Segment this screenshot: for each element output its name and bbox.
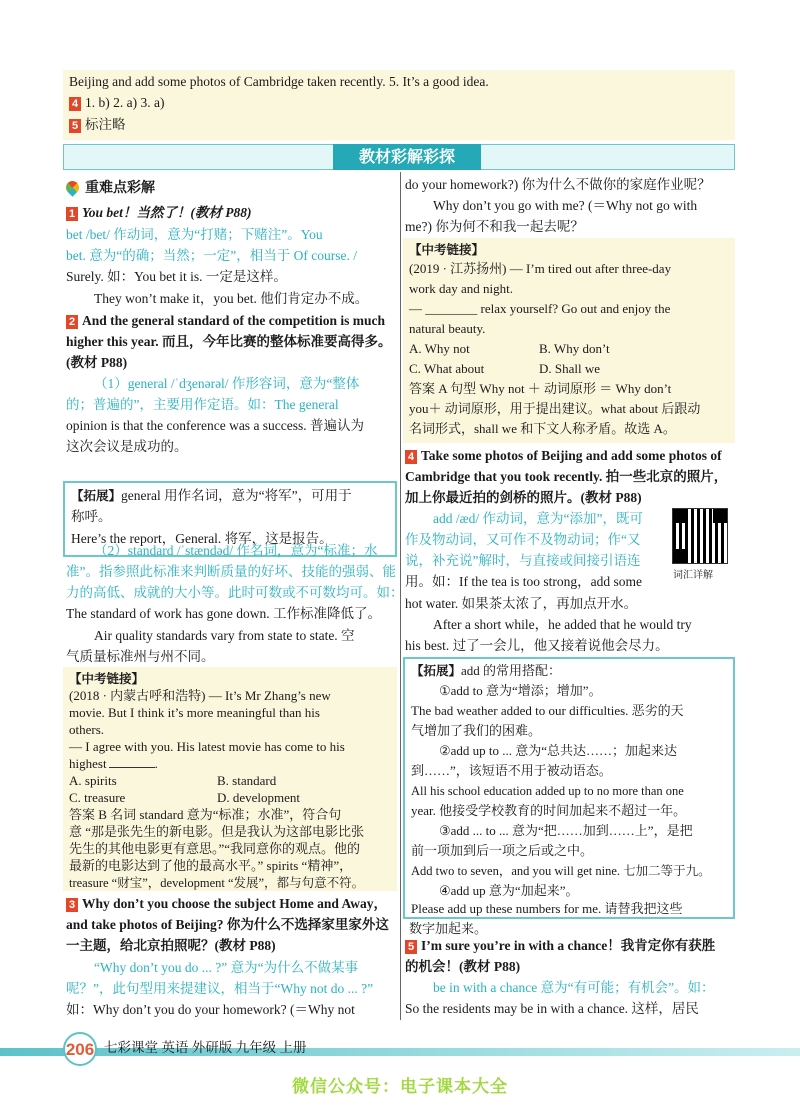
number-badge: 4	[69, 97, 81, 111]
text-line: higher this year. 而且，今年比赛的整体标准要高得多。	[66, 334, 392, 349]
text-line: Why don’t you go with me? (＝Why not go with	[433, 198, 698, 213]
section-title-text: I’m sure you’re in with a chance！我肯定你有获胜	[421, 938, 716, 953]
exam-line: others.	[69, 722, 105, 737]
qr-code-icon[interactable]	[672, 508, 728, 564]
exam-link-tag: 【中考链接】	[69, 671, 145, 686]
option-d: D. Shall we	[539, 361, 601, 376]
exam-line: (2018 · 内蒙古呼和浩特) — It’s Mr Zhang’s new	[69, 688, 331, 703]
ext-line: ①add to 意为“增添；增加”。	[439, 683, 602, 698]
number-badge: 4	[405, 450, 417, 464]
answer-line: 答案 A 句型 Why not ＋ 动词原形 ＝ Why don’t	[409, 381, 672, 396]
section-title-text: Take some photos of Beijing and add some photos of	[421, 448, 722, 463]
section-5-title	[405, 936, 715, 956]
text-line: 一主题，给北京拍照呢？(教材 P88)	[66, 938, 276, 953]
text-line: So the residents may be in with a chance. 这样，居民	[405, 1001, 699, 1016]
ext-line: year. 他接受学校教育的时间加起来不超过一年。	[411, 803, 687, 818]
ext-line: 前一项加到后一项之后或之中。	[411, 843, 594, 858]
answer-line: 先生的其他电影更有意思。”“我同意你的观点。他的	[69, 841, 361, 856]
answer-line: 意 “那是张先生的新电影。但是我认为这部电影比张	[69, 824, 365, 839]
ext-tag: 【拓展】	[411, 663, 462, 678]
text-line: 用。如：If the tea is too strong，add some	[405, 574, 642, 589]
text-line: Air quality standards vary from state to state. 空	[94, 628, 355, 643]
answer-line: you＋ 动词原形，用于提出建议。what about 后跟动	[409, 401, 701, 416]
text-line: （2）standard /ˈstændəd/ 作名词，意为“标准；水	[94, 543, 378, 558]
text-line: do your homework?) 你为什么不做你的家庭作业呢？	[405, 177, 711, 192]
text-line: 作及物动词，又可作不及物动词；作“又	[405, 532, 641, 547]
section-title-text: Why don’t you choose the subject Home and Away，	[82, 896, 388, 911]
section-4-title	[405, 446, 722, 466]
text-line: me?) 你为何不和我一起去呢？	[405, 219, 584, 234]
number-badge: 3	[66, 898, 78, 912]
text-line: hot water. 如果茶太浓了，再加点开水。	[405, 596, 638, 611]
ext-line: 到……”，该短语不用于被动语态。	[411, 763, 612, 778]
exam-text: highest	[69, 756, 107, 771]
exam-line: (2019 · 江苏扬州) — I’m tired out after three-day	[409, 261, 672, 276]
ext-line: 数字加起来。	[409, 921, 488, 936]
answer-band	[63, 70, 735, 140]
text-line: 的；普遍的”，主要用作定语。如：The general	[66, 397, 339, 412]
exam-line: highest .	[69, 756, 158, 771]
answer-line: Beijing and add some photos of Cambridge taken recently. 5. It’s a good idea.	[69, 74, 489, 89]
ext-line: Add two to seven，and you will get nine. 七加二等于九。	[411, 864, 711, 878]
text-line: 这次会议是成功的。	[66, 439, 188, 454]
answer-line	[69, 115, 126, 135]
ext-line: The bad weather added to our difficulties. 恶劣的天	[411, 703, 684, 718]
text-line: his best. 过了一会儿，他又接着说他会尽力。	[405, 638, 669, 653]
exam-line: movie. But I think it’s more meaningful than his	[69, 705, 320, 720]
text-line: and take photos of Beijing? 你为什么不选择家里家外这	[66, 917, 389, 932]
heading-text: 重难点彩解	[85, 180, 155, 196]
text-line: （1）general /ˈdʒenərəl/ 作形容词，意为“整体	[94, 376, 360, 391]
blank	[109, 767, 155, 768]
text-line: 的机会！(教材 P88)	[405, 959, 521, 974]
option-a: A. spirits	[69, 773, 117, 788]
number-badge: 5	[405, 940, 417, 954]
ext-text: add 的常用搭配：	[461, 663, 562, 678]
exam-line: natural beauty.	[409, 321, 486, 336]
exam-line: — ________ relax yourself? Go out and enjoy the	[409, 301, 671, 316]
answer-line: 名词形式，shall we 和下文人称矛盾。故选 A。	[409, 421, 676, 436]
exam-line: work day and night.	[409, 281, 513, 296]
text-line: 加上你最近拍的剑桥的照片。(教材 P88)	[405, 490, 642, 505]
answer-line: 最新的电影达到了他的最高水平。” spirits “精神”，	[69, 858, 353, 873]
ext-line: 称呼。	[71, 509, 112, 524]
text-line: Surely. 如：You bet it is. 一定是这样。	[66, 269, 287, 284]
answer-text: 1. b) 2. a) 3. a)	[85, 95, 165, 110]
text-line: 如：Why don’t you do your homework? (＝Why not	[66, 1002, 355, 1017]
number-badge: 2	[66, 315, 78, 329]
exam-link-tag: 【中考链接】	[409, 242, 485, 257]
ext-line: All his school education added up to no more than one	[411, 784, 684, 798]
text-line: 呢？”，此句型用来提建议，相当于“Why not do ... ?”	[66, 981, 374, 996]
answer-line: 答案 B 名词 standard 意为“标准；水准”，符合句	[69, 807, 342, 822]
section-title: 教材彩解彩探	[333, 144, 481, 170]
ext-tag: 【拓展】	[71, 488, 122, 503]
section-3-title	[66, 894, 387, 914]
text-line: bet /bet/ 作动词，意为“打赌；下赌注”。You	[66, 227, 323, 242]
ext-line	[411, 661, 561, 681]
text-line: 说，补充说”解时，与直接或间接引语连	[405, 553, 641, 568]
text-line: be in with a chance 意为“有可能；有机会”。如：	[433, 980, 715, 995]
option-c: C. What about	[409, 361, 485, 376]
section-2-title	[66, 311, 385, 331]
answer-line: treasure “财宝”，development “发展”，都与句意不符。	[69, 876, 365, 890]
text-line: Cambridge that you took recently. 拍一些北京的照片，	[405, 469, 728, 484]
option-b: B. Why don’t	[539, 341, 610, 356]
option-a: A. Why not	[409, 341, 470, 356]
text-line: 准”。指参照此标准来判断质量的好坏、技能的强弱、能	[66, 564, 396, 579]
answer-text: 标注略	[85, 117, 126, 132]
extension-box	[403, 657, 735, 919]
text-line: “Why don’t you do ... ?” 意为“为什么不做某事	[94, 960, 359, 975]
ext-line: ④add up 意为“加起来”。	[439, 883, 579, 898]
ext-line: Please add up these numbers for me. 请替我把这些	[411, 901, 683, 916]
text-line: opinion is that the conference was a success. 普遍认为	[66, 418, 365, 433]
text-line: bet. 意为“的确；当然；一定”，相当于 Of course. /	[66, 248, 357, 263]
number-badge: 5	[69, 119, 81, 133]
ext-line	[71, 486, 352, 506]
footer-text: 七彩课堂 英语 外研版 九年级 上册	[104, 1040, 307, 1055]
option-d: D. development	[217, 790, 301, 805]
text-line: They won’t make it，you bet. 他们肯定办不成。	[94, 291, 369, 306]
text-line: (教材 P88)	[66, 355, 128, 370]
option-c: C. treasure	[69, 790, 126, 805]
heading	[66, 177, 155, 197]
text-line: The standard of work has gone down. 工作标准降低了。	[66, 606, 381, 621]
ext-line: ③add ... to ... 意为“把……加到……上”，是把	[439, 823, 693, 838]
ext-line: 气增加了我们的困难。	[411, 723, 542, 738]
exam-link-box	[63, 667, 397, 891]
ext-text: general 用作名词，意为“将军”，可用于	[121, 488, 352, 503]
location-pin-icon	[63, 178, 81, 196]
page-number: 206	[63, 1032, 97, 1066]
answer-line	[69, 93, 164, 113]
text-line: 力的高低、成就的大小等。此时可数或不可数均可。如：	[66, 585, 404, 600]
qr-label: 词汇详解	[673, 570, 713, 581]
watermark: 微信公众号：电子课本大全	[292, 1077, 508, 1097]
ext-line: ②add up to ... 意为“总共达……；加起来达	[439, 743, 678, 758]
number-badge: 1	[66, 207, 78, 221]
text-line: add /æd/ 作动词，意为“添加”，既可	[433, 511, 643, 526]
ext-line: Here’s the report，General. 将军，这是报告。	[71, 531, 333, 546]
section-1-title	[66, 203, 252, 223]
exam-link-box	[403, 238, 735, 443]
option-b: B. standard	[217, 773, 277, 788]
text-line: After a short while，he added that he would try	[433, 617, 692, 632]
section-title-text: You bet！当然了！(教材 P88)	[82, 205, 252, 220]
exam-line: — I agree with you. His latest movie has come to his	[69, 739, 345, 754]
text-line: 气质量标准州与州不同。	[66, 649, 215, 664]
section-title-text: And the general standard of the competition is much	[82, 313, 385, 328]
